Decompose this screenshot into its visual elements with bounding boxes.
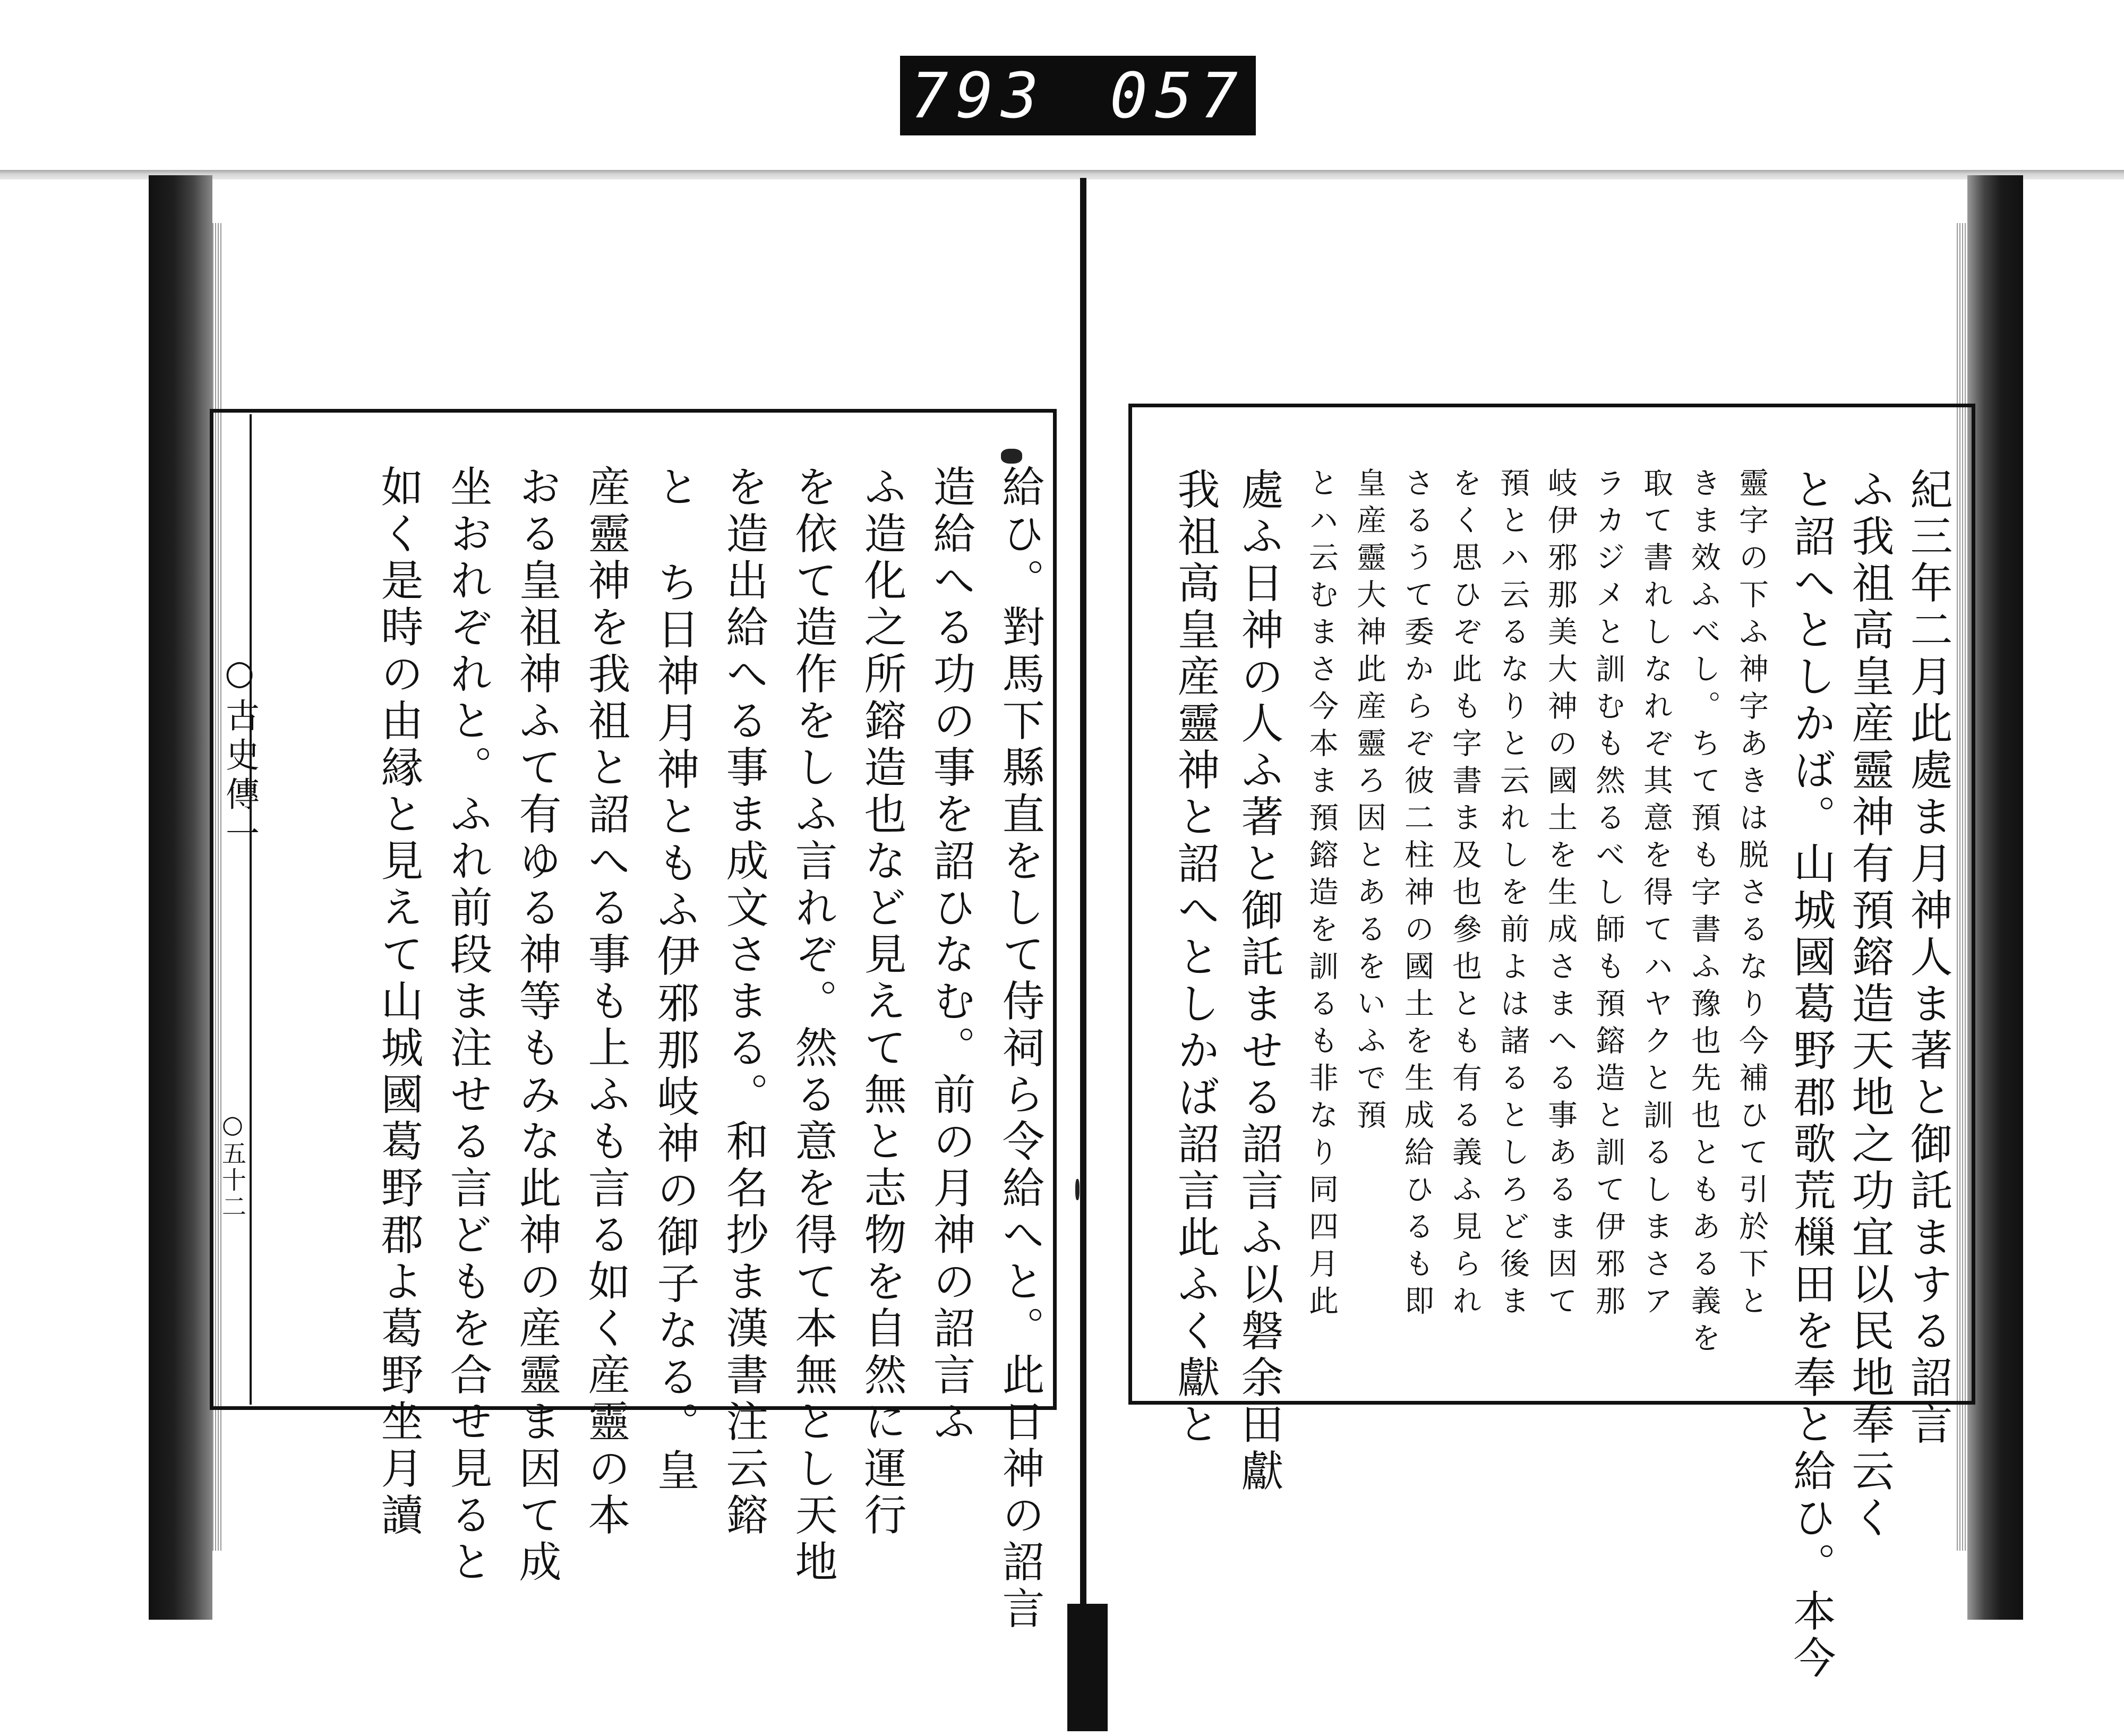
text-column: と [650, 465, 699, 511]
note-column: きま效ふべし。ちて預も字書ふ豫也先也ともある義を [1686, 467, 1721, 1359]
microfilm-label-right: 057 [1110, 59, 1246, 132]
book-edge-left [149, 175, 212, 1620]
ink-smudge [1001, 449, 1022, 464]
text-column: ふ我祖高皇産靈神有預鎔造天地之功宜以民地奉云く [1845, 467, 1894, 1542]
note-column: をく思ひぞ此も字書ま及也參也とも有る義ふ見られ [1448, 467, 1482, 1322]
ink-smudge [1075, 1179, 1080, 1200]
text-column: 我祖高皇産靈神と詔へとしかば詔言此ふく獻と [1170, 467, 1220, 1449]
left-page-text [276, 465, 1046, 1633]
book-spine-foot [1067, 1604, 1108, 1731]
text-column: を造出給へる事ま成文さまる。和名抄ま漢書注云鎔 [719, 465, 768, 1540]
note-column: 取て書れしなれぞ其意を得てハヤクと訓るしまさア [1639, 467, 1673, 1322]
book-edge-right [1967, 175, 2023, 1620]
text-column: 造給へる功の事を詔ひなむ。前の月神の詔言ふ [926, 465, 975, 1446]
note-column: とハ云むまさ今本ま預鎔造を訓るも非なり同四月此 [1304, 467, 1339, 1322]
note-column: さるうて委からぞ彼二柱神の國土を生成給ひるも即 [1400, 467, 1434, 1322]
text-column: 産靈神を我祖と詔へる事も上ふも言る如く産靈の本 [581, 465, 630, 1540]
note-column: 靈字の下ふ神字あきは脱さるなり今補ひて引於下と [1734, 467, 1769, 1322]
book-spine [1080, 178, 1086, 1612]
page-number: ○五十二 [218, 1110, 247, 1220]
right-page-text [1163, 467, 1959, 1682]
text-column: ふ造化之所鎔造也など見えて無と志物を自然に運行 [857, 465, 906, 1540]
text-column: 坐おれぞれと。ふれ前段ま注せる言どもを合せ見ると [443, 465, 492, 1586]
text-column: 處ふ日神の人ふ著と御託ませる詔言ふ以磐余田獻 [1234, 467, 1283, 1495]
note-column: 岐伊邪那美大神の國土を生成さまへる事あるま因て [1543, 467, 1578, 1322]
note-column: 皇産靈大神此産靈ろ因とあるをいふで預 [1352, 467, 1386, 1136]
note-column: ラカジメと訓むも然るべし師も預鎔造と訓て伊邪那 [1591, 467, 1625, 1322]
text-column: を依て造作をしふ言れぞ。然る意を得て本無とし天地 [788, 465, 837, 1586]
note-column: 預とハ云るなりと云れしを前よは諸るとしろど後ま [1495, 467, 1530, 1322]
text-column: ち日神月神ともふ伊邪那岐神の御子なる。皇 [650, 560, 699, 1495]
microfilm-label [900, 56, 1256, 135]
microfilm-label-left: 793 [910, 59, 1046, 132]
text-column: おる皇祖神ふて有ゆる神等もみな此神の産靈ま因て成 [512, 465, 561, 1586]
text-column: 如く是時の由縁と見えて山城國葛野郡よ葛野坐月讀 [374, 465, 423, 1540]
text-column: と詔へとしかば。山城國葛野郡歌荒樔田を奉と給ひ。本今 [1786, 467, 1836, 1682]
text-column: 給ひ。對馬下縣直をして侍祠ら令給へと。此日神の詔言 [995, 465, 1044, 1633]
page-top-shadow [0, 170, 2124, 179]
running-title: ○古史傳一 [220, 653, 259, 855]
text-column: 紀三年二月此處ま月神人ま著と御託まする詔言 [1903, 467, 1952, 1449]
